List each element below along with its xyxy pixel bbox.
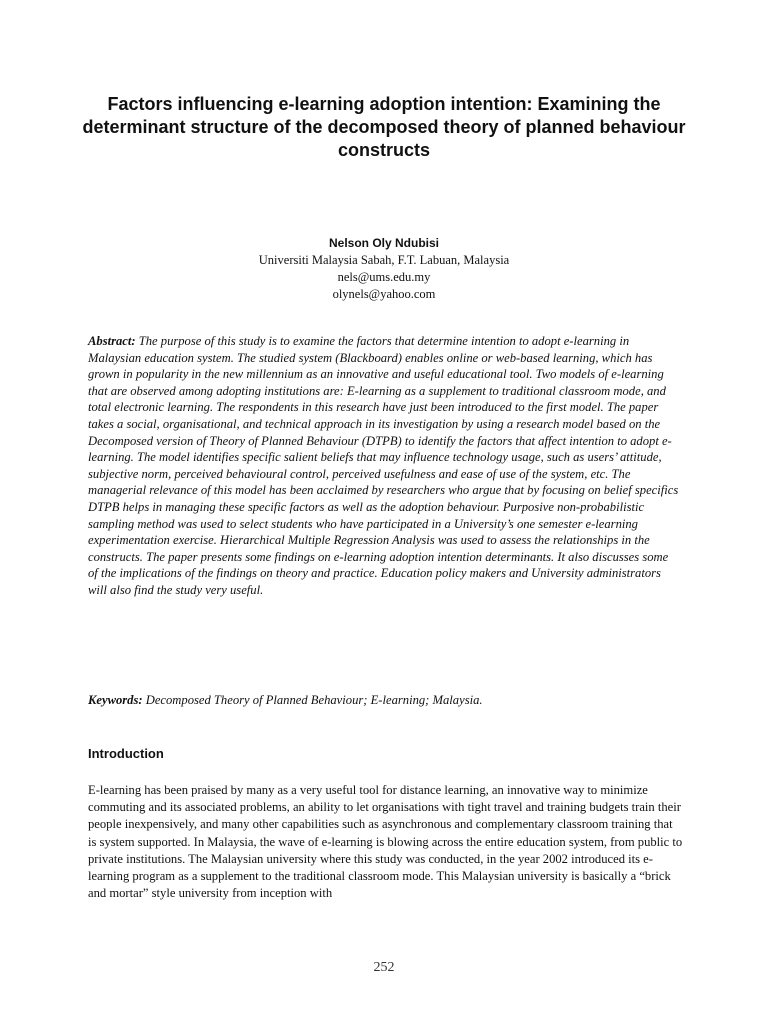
keywords-paragraph: [88, 692, 681, 709]
keywords-label: Keywords:: [88, 693, 143, 707]
author-name: Nelson Oly Ndubisi: [328, 236, 439, 250]
abstract-text: The purpose of this study is to examine the factors that determine intention to adopt e-learning in Malaysian education system. The studied system (Blackboard) enables online or web-based learning, which has grown in popularity in the new millennium as an innovative and useful educational tool. Two models of e-learning that are observed among adopting institutions are: E-learning as a supplement to traditional classroom mode, and total electronic learning. The respondents in this research have just been introduced to the first model. The paper takes a social, organisational, and technical approach in its investigation by using a research model based on the Decomposed version of Theory of Planned Behaviour (DTPB) to identify the factors that affect intention to adopt e-learning. The model identifies specific salient beliefs that may influence technology usage, such as users’ attitude, subjective norm, perceived behavioural control, perceived usefulness and ease of use of the system, etc. The managerial relevance of this model has been acclaimed by researchers who argue that by focusing on belief specifics DTPB helps in managing these specific factors as well as the adoption behaviour. Purposive non-probabilistic sampling method was used to select students who have participated in a University’s one semester e-learning experimentation exercise. Hierarchical Multiple Regression Analysis was used to assess the relationships in the constructs. The paper presents some findings on e-learning adoption intention determinants. It also discusses some of the implications of the findings on theory and practice. Education policy makers and University administrators will also find the study very useful.: [88, 334, 679, 597]
author-block: [184, 234, 584, 303]
introduction-heading: Introduction: [88, 746, 164, 761]
introduction-paragraph: E-learning has been praised by many as a very useful tool for distance learning, an innovative way to minimize commuting and its associated problems, an ability to let organisations with tight travel and training budgets train their people inexpensively, and many other capabilities such as asynchronous and complementary classroom training that is system supported. In Malaysia, the wave of e-learning is blowing across the entire education system, from public to private institutions. The Malaysian university where this study was conducted, in the year 2002 introduced its e-learning program as a supplement to the traditional classroom mode. This Malaysian university is basically a “brick and mortar” style university from inception with: [88, 783, 683, 901]
author-affiliation: Universiti Malaysia Sabah, F.T. Labuan, Malaysia: [258, 253, 510, 267]
keywords-text: Decomposed Theory of Planned Behaviour; E-learning; Malaysia.: [142, 693, 483, 707]
author-email-secondary: olynels@yahoo.com: [332, 287, 436, 301]
paper-title: Factors influencing e-learning adoption intention: Examining the determinant structure of the decomposed theory of planned behaviour constructs: [82, 94, 686, 160]
author-email-primary: nels@ums.edu.my: [337, 270, 431, 284]
page-number: 252: [373, 960, 395, 975]
abstract-paragraph: [88, 333, 681, 599]
abstract-label: Abstract:: [88, 334, 136, 348]
